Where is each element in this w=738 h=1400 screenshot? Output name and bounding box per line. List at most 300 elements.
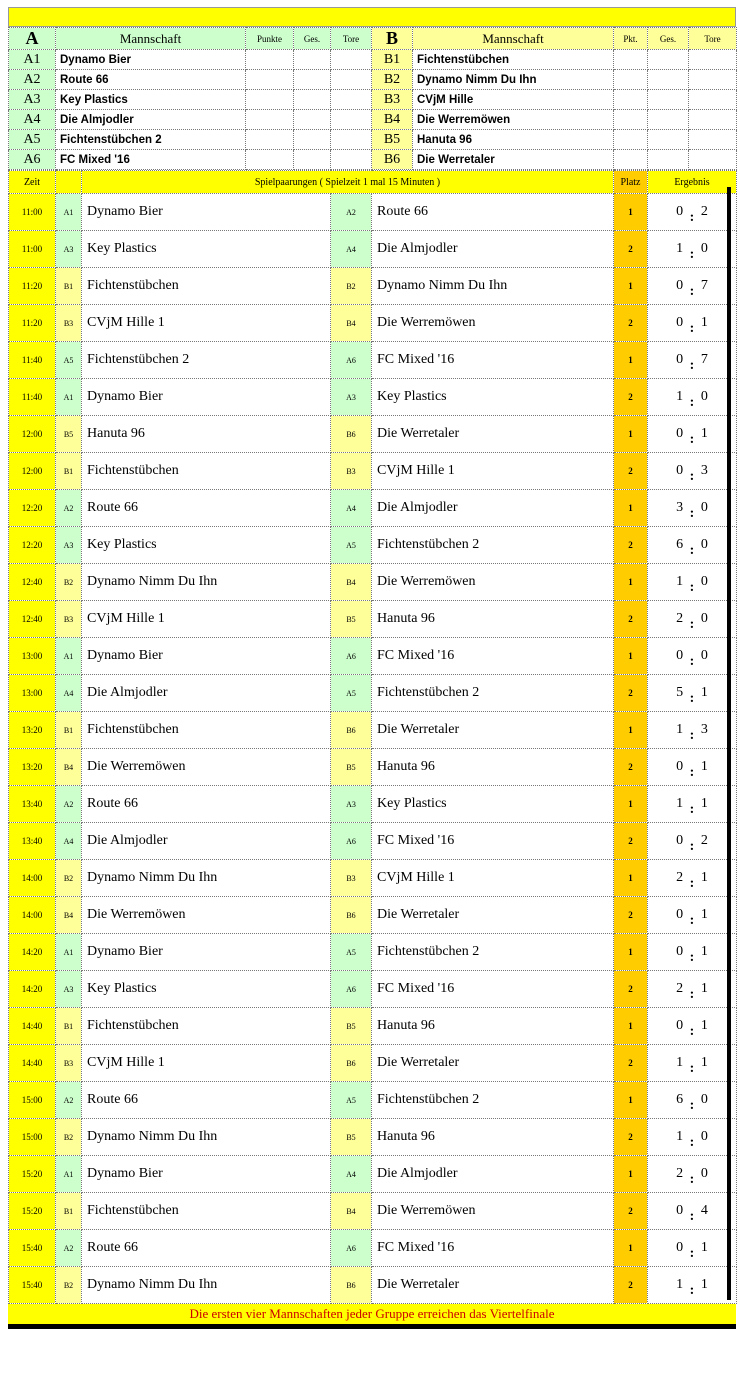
match-time: 15:20	[9, 1193, 56, 1230]
home-team-code: A3	[56, 971, 82, 1008]
away-team-code: A3	[331, 379, 372, 416]
match-result	[648, 675, 737, 712]
away-team-code: B6	[331, 897, 372, 934]
match-time: 14:20	[9, 971, 56, 1008]
away-team-code: B4	[331, 564, 372, 601]
away-score: 1	[700, 870, 708, 885]
home-team-code: A5	[56, 342, 82, 379]
home-team-name: Die Werremöwen	[82, 897, 331, 934]
match-row	[9, 1045, 737, 1082]
home-score: 0	[676, 944, 684, 959]
away-team-name: Hanuta 96	[372, 1119, 614, 1156]
home-team-name: Die Almjodler	[82, 823, 331, 860]
home-team-code: A4	[56, 823, 82, 860]
home-team-code: B3	[56, 305, 82, 342]
home-team-code: B2	[56, 1267, 82, 1304]
group-a-tore-cell	[331, 50, 372, 70]
away-team-code: B5	[331, 1008, 372, 1045]
match-result	[648, 749, 737, 786]
away-team-name: Die Werretaler	[372, 1267, 614, 1304]
away-score: 0	[700, 241, 708, 256]
match-result	[648, 1119, 737, 1156]
score-separator: :	[689, 617, 695, 632]
match-result	[648, 231, 737, 268]
away-team-code: A6	[331, 823, 372, 860]
match-platz: 1	[614, 490, 648, 527]
group-b-team-code: B4	[372, 110, 413, 130]
match-row	[9, 416, 737, 453]
match-result	[648, 564, 737, 601]
score-separator: :	[689, 1246, 695, 1261]
match-row	[9, 490, 737, 527]
away-team-name: Dynamo Nimm Du Ihn	[372, 268, 614, 305]
home-team-code: B3	[56, 1045, 82, 1082]
match-time: 14:00	[9, 860, 56, 897]
home-score: 0	[676, 907, 684, 922]
home-score: 0	[676, 759, 684, 774]
match-row	[9, 342, 737, 379]
match-platz: 2	[614, 823, 648, 860]
away-score: 0	[700, 1166, 708, 1181]
group-a-team-code: A4	[9, 110, 56, 130]
home-team-name: Route 66	[82, 786, 331, 823]
match-row	[9, 268, 737, 305]
match-platz: 1	[614, 860, 648, 897]
match-platz: 2	[614, 601, 648, 638]
group-b-tore-cell	[689, 150, 737, 170]
home-team-name: Dynamo Nimm Du Ihn	[82, 1267, 331, 1304]
home-team-code: B5	[56, 416, 82, 453]
home-team-code: B2	[56, 860, 82, 897]
score-separator: :	[689, 210, 695, 225]
match-platz: 1	[614, 786, 648, 823]
home-team-name: Route 66	[82, 490, 331, 527]
match-row	[9, 934, 737, 971]
home-team-name: Fichtenstübchen	[82, 712, 331, 749]
match-result	[648, 305, 737, 342]
away-score: 0	[700, 500, 708, 515]
match-time: 13:00	[9, 675, 56, 712]
away-score: 1	[700, 1055, 708, 1070]
away-team-code: A6	[331, 1230, 372, 1267]
home-score: 1	[676, 796, 684, 811]
away-team-code: B4	[331, 1193, 372, 1230]
group-a-points-cell	[246, 110, 294, 130]
home-score: 2	[676, 870, 684, 885]
home-score: 0	[676, 1203, 684, 1218]
match-platz: 1	[614, 1230, 648, 1267]
match-platz: 2	[614, 1119, 648, 1156]
home-team-name: Fichtenstübchen	[82, 268, 331, 305]
group-a-ges-cell	[294, 90, 331, 110]
match-time: 15:00	[9, 1119, 56, 1156]
away-team-name: Die Werretaler	[372, 897, 614, 934]
home-score: 1	[676, 574, 684, 589]
score-separator: :	[689, 987, 695, 1002]
result-header: Ergebnis	[648, 171, 737, 194]
match-result	[648, 416, 737, 453]
group-b-ges-cell	[648, 50, 689, 70]
score-separator: :	[689, 580, 695, 595]
group-a-ges-cell	[294, 110, 331, 130]
match-result	[648, 379, 737, 416]
home-score: 6	[676, 1092, 684, 1107]
home-team-code: A2	[56, 1230, 82, 1267]
home-score: 1	[676, 1055, 684, 1070]
match-time: 14:40	[9, 1045, 56, 1082]
away-team-code: A5	[331, 1082, 372, 1119]
group-b-ges-cell	[648, 90, 689, 110]
away-score: 2	[700, 833, 708, 848]
away-team-name: Die Werremöwen	[372, 305, 614, 342]
match-time: 11:20	[9, 305, 56, 342]
home-team-name: Dynamo Bier	[82, 1156, 331, 1193]
home-score: 1	[676, 1277, 684, 1292]
match-result	[648, 712, 737, 749]
score-separator: :	[689, 876, 695, 891]
home-team-name: CVjM Hille 1	[82, 1045, 331, 1082]
platz-header: Platz	[614, 171, 648, 194]
match-row	[9, 1119, 737, 1156]
away-score: 1	[700, 796, 708, 811]
match-platz: 1	[614, 712, 648, 749]
time-header: Zeit	[9, 171, 56, 194]
home-team-code: A1	[56, 194, 82, 231]
group-b-tore-cell	[689, 70, 737, 90]
group-b-team-code: B2	[372, 70, 413, 90]
away-team-name: Hanuta 96	[372, 601, 614, 638]
score-separator: :	[689, 284, 695, 299]
group-b-tore-cell	[689, 110, 737, 130]
match-result	[648, 638, 737, 675]
home-score: 3	[676, 500, 684, 515]
group-a-tore-cell	[331, 90, 372, 110]
away-team-code: A4	[331, 231, 372, 268]
match-time: 15:00	[9, 1082, 56, 1119]
match-platz: 1	[614, 416, 648, 453]
group-a-points-cell	[246, 70, 294, 90]
home-score: 0	[676, 648, 684, 663]
away-team-code: B3	[331, 860, 372, 897]
schedule-header-row	[9, 171, 737, 194]
group-a-points-header: Punkte	[246, 28, 294, 50]
group-b-ges-cell	[648, 150, 689, 170]
group-a-points-cell	[246, 90, 294, 110]
score-separator: :	[689, 1061, 695, 1076]
away-score: 0	[700, 574, 708, 589]
group-b-points-header: Pkt.	[614, 28, 648, 50]
match-platz: 2	[614, 675, 648, 712]
match-platz: 1	[614, 1008, 648, 1045]
home-team-name: Key Plastics	[82, 231, 331, 268]
away-team-code: A5	[331, 527, 372, 564]
away-score: 2	[700, 204, 708, 219]
away-team-name: Die Almjodler	[372, 490, 614, 527]
away-team-name: Fichtenstübchen 2	[372, 675, 614, 712]
match-row	[9, 1230, 737, 1267]
match-platz: 2	[614, 1193, 648, 1230]
match-result	[648, 1156, 737, 1193]
away-team-name: Fichtenstübchen 2	[372, 527, 614, 564]
away-team-name: Key Plastics	[372, 379, 614, 416]
away-team-code: B3	[331, 453, 372, 490]
match-time: 13:20	[9, 749, 56, 786]
group-row	[9, 70, 737, 90]
home-team-code: B1	[56, 453, 82, 490]
right-border-line	[727, 187, 731, 1300]
score-separator: :	[689, 469, 695, 484]
home-team-code: B1	[56, 1193, 82, 1230]
away-team-code: B5	[331, 601, 372, 638]
away-score: 1	[700, 685, 708, 700]
score-separator: :	[689, 950, 695, 965]
home-score: 1	[676, 241, 684, 256]
match-platz: 1	[614, 638, 648, 675]
match-result	[648, 194, 737, 231]
away-team-name: Fichtenstübchen 2	[372, 934, 614, 971]
group-b-ges-cell	[648, 70, 689, 90]
group-b-team-name: CVjM Hille	[413, 90, 614, 110]
match-result	[648, 1082, 737, 1119]
score-separator: :	[689, 1135, 695, 1150]
match-time: 12:20	[9, 490, 56, 527]
footer-note: Die ersten vier Mannschaften jeder Gruppe erreichen das Viertelfinale	[8, 1304, 736, 1329]
match-row	[9, 786, 737, 823]
match-time: 11:20	[9, 268, 56, 305]
away-team-code: A6	[331, 342, 372, 379]
score-separator: :	[689, 728, 695, 743]
home-team-code: B1	[56, 268, 82, 305]
away-score: 1	[700, 981, 708, 996]
group-b-tore-header: Tore	[689, 28, 737, 50]
group-b-team-name: Dynamo Nimm Du Ihn	[413, 70, 614, 90]
match-time: 11:00	[9, 231, 56, 268]
match-row	[9, 638, 737, 675]
group-a-team-name: Dynamo Bier	[56, 50, 246, 70]
match-platz: 2	[614, 1045, 648, 1082]
match-time: 11:40	[9, 342, 56, 379]
match-row	[9, 453, 737, 490]
match-result	[648, 860, 737, 897]
match-platz: 2	[614, 1267, 648, 1304]
match-row	[9, 675, 737, 712]
home-team-code: B4	[56, 749, 82, 786]
score-separator: :	[689, 1024, 695, 1039]
group-row	[9, 90, 737, 110]
away-score: 4	[700, 1203, 708, 1218]
group-a-tore-cell	[331, 150, 372, 170]
score-separator: :	[689, 432, 695, 447]
group-b-team-name: Hanuta 96	[413, 130, 614, 150]
tournament-sheet	[8, 7, 736, 1329]
group-b-ges-cell	[648, 130, 689, 150]
group-a-team-code: A3	[9, 90, 56, 110]
score-separator: :	[689, 839, 695, 854]
match-row	[9, 601, 737, 638]
group-a-team-name: Route 66	[56, 70, 246, 90]
away-team-name: Die Werremöwen	[372, 564, 614, 601]
away-team-code: B2	[331, 268, 372, 305]
match-row	[9, 305, 737, 342]
away-team-name: Key Plastics	[372, 786, 614, 823]
group-a-tore-cell	[331, 130, 372, 150]
away-team-name: Route 66	[372, 194, 614, 231]
group-a-team-header: Mannschaft	[56, 28, 246, 50]
home-team-name: Dynamo Bier	[82, 379, 331, 416]
group-a-team-name: Die Almjodler	[56, 110, 246, 130]
group-a-ges-header: Ges.	[294, 28, 331, 50]
home-score: 0	[676, 463, 684, 478]
match-time: 12:40	[9, 601, 56, 638]
match-result	[648, 601, 737, 638]
group-a-team-name: Fichtenstübchen 2	[56, 130, 246, 150]
home-team-code: B3	[56, 601, 82, 638]
away-score: 1	[700, 1277, 708, 1292]
home-team-name: CVjM Hille 1	[82, 601, 331, 638]
match-row	[9, 1267, 737, 1304]
home-team-code: A3	[56, 231, 82, 268]
match-time: 13:00	[9, 638, 56, 675]
home-score: 6	[676, 537, 684, 552]
match-row	[9, 1193, 737, 1230]
score-separator: :	[689, 247, 695, 262]
home-team-code: A1	[56, 638, 82, 675]
match-platz: 1	[614, 564, 648, 601]
group-b-team-header: Mannschaft	[413, 28, 614, 50]
group-b-letter: B	[372, 28, 413, 50]
group-a-ges-cell	[294, 70, 331, 90]
away-score: 3	[700, 463, 708, 478]
match-time: 12:00	[9, 416, 56, 453]
match-time: 14:40	[9, 1008, 56, 1045]
home-score: 0	[676, 278, 684, 293]
away-team-name: Die Werretaler	[372, 416, 614, 453]
group-b-team-code: B1	[372, 50, 413, 70]
away-team-name: Die Werretaler	[372, 1045, 614, 1082]
home-team-code: B2	[56, 564, 82, 601]
home-team-code: A1	[56, 1156, 82, 1193]
group-b-tore-cell	[689, 130, 737, 150]
match-platz: 1	[614, 194, 648, 231]
away-team-name: CVjM Hille 1	[372, 860, 614, 897]
group-b-team-code: B5	[372, 130, 413, 150]
match-result	[648, 1230, 737, 1267]
match-time: 13:40	[9, 786, 56, 823]
groups-table	[8, 27, 737, 170]
away-team-name: FC Mixed '16	[372, 638, 614, 675]
away-team-code: A6	[331, 638, 372, 675]
home-team-name: Die Werremöwen	[82, 749, 331, 786]
group-a-tore-cell	[331, 110, 372, 130]
group-a-team-code: A6	[9, 150, 56, 170]
away-score: 0	[700, 537, 708, 552]
home-team-code: B4	[56, 897, 82, 934]
away-team-code: B6	[331, 1267, 372, 1304]
match-row	[9, 1082, 737, 1119]
match-time: 12:00	[9, 453, 56, 490]
away-team-name: Hanuta 96	[372, 749, 614, 786]
away-score: 3	[700, 722, 708, 737]
away-team-name: Die Werremöwen	[372, 1193, 614, 1230]
match-result	[648, 342, 737, 379]
group-b-team-code: B3	[372, 90, 413, 110]
group-b-tore-cell	[689, 50, 737, 70]
home-team-code: A2	[56, 786, 82, 823]
score-separator: :	[689, 1172, 695, 1187]
group-b-points-cell	[614, 110, 648, 130]
match-row	[9, 712, 737, 749]
home-team-code: A1	[56, 379, 82, 416]
group-b-ges-cell	[648, 110, 689, 130]
group-b-ges-header: Ges.	[648, 28, 689, 50]
home-score: 0	[676, 1240, 684, 1255]
group-a-team-name: Key Plastics	[56, 90, 246, 110]
match-platz: 1	[614, 1156, 648, 1193]
match-row	[9, 231, 737, 268]
match-platz: 2	[614, 379, 648, 416]
away-score: 0	[700, 611, 708, 626]
match-row	[9, 860, 737, 897]
match-time: 14:20	[9, 934, 56, 971]
score-separator: :	[689, 358, 695, 373]
match-result	[648, 971, 737, 1008]
home-team-name: Die Almjodler	[82, 675, 331, 712]
match-result	[648, 786, 737, 823]
home-team-name: Dynamo Bier	[82, 638, 331, 675]
match-platz: 1	[614, 1082, 648, 1119]
groups-header-row	[9, 28, 737, 50]
match-platz: 1	[614, 342, 648, 379]
group-row	[9, 150, 737, 170]
match-platz: 2	[614, 305, 648, 342]
home-score: 0	[676, 352, 684, 367]
home-score: 2	[676, 1166, 684, 1181]
home-team-name: Dynamo Bier	[82, 934, 331, 971]
away-team-code: A6	[331, 971, 372, 1008]
away-team-name: Die Almjodler	[372, 231, 614, 268]
away-score: 0	[700, 648, 708, 663]
home-team-code: A4	[56, 675, 82, 712]
score-separator: :	[689, 691, 695, 706]
score-separator: :	[689, 1209, 695, 1224]
home-score: 1	[676, 722, 684, 737]
home-team-name: Route 66	[82, 1230, 331, 1267]
group-row	[9, 50, 737, 70]
home-team-name: Fichtenstübchen	[82, 1008, 331, 1045]
pairings-header: Spielpaarungen ( Spielzeit 1 mal 15 Minuten )	[82, 171, 614, 194]
group-a-team-code: A2	[9, 70, 56, 90]
match-result	[648, 823, 737, 860]
home-score: 0	[676, 426, 684, 441]
code-header	[56, 171, 82, 194]
match-row	[9, 1156, 737, 1193]
home-team-code: A2	[56, 490, 82, 527]
match-result	[648, 268, 737, 305]
home-team-name: Dynamo Nimm Du Ihn	[82, 860, 331, 897]
match-row	[9, 897, 737, 934]
group-b-points-cell	[614, 50, 648, 70]
home-team-name: Route 66	[82, 1082, 331, 1119]
away-team-code: A4	[331, 490, 372, 527]
away-team-code: A5	[331, 934, 372, 971]
group-a-team-code: A5	[9, 130, 56, 150]
away-team-code: A5	[331, 675, 372, 712]
group-a-tore-header: Tore	[331, 28, 372, 50]
home-team-name: CVjM Hille 1	[82, 305, 331, 342]
away-score: 1	[700, 1018, 708, 1033]
group-a-ges-cell	[294, 50, 331, 70]
group-b-team-name: Die Werremöwen	[413, 110, 614, 130]
